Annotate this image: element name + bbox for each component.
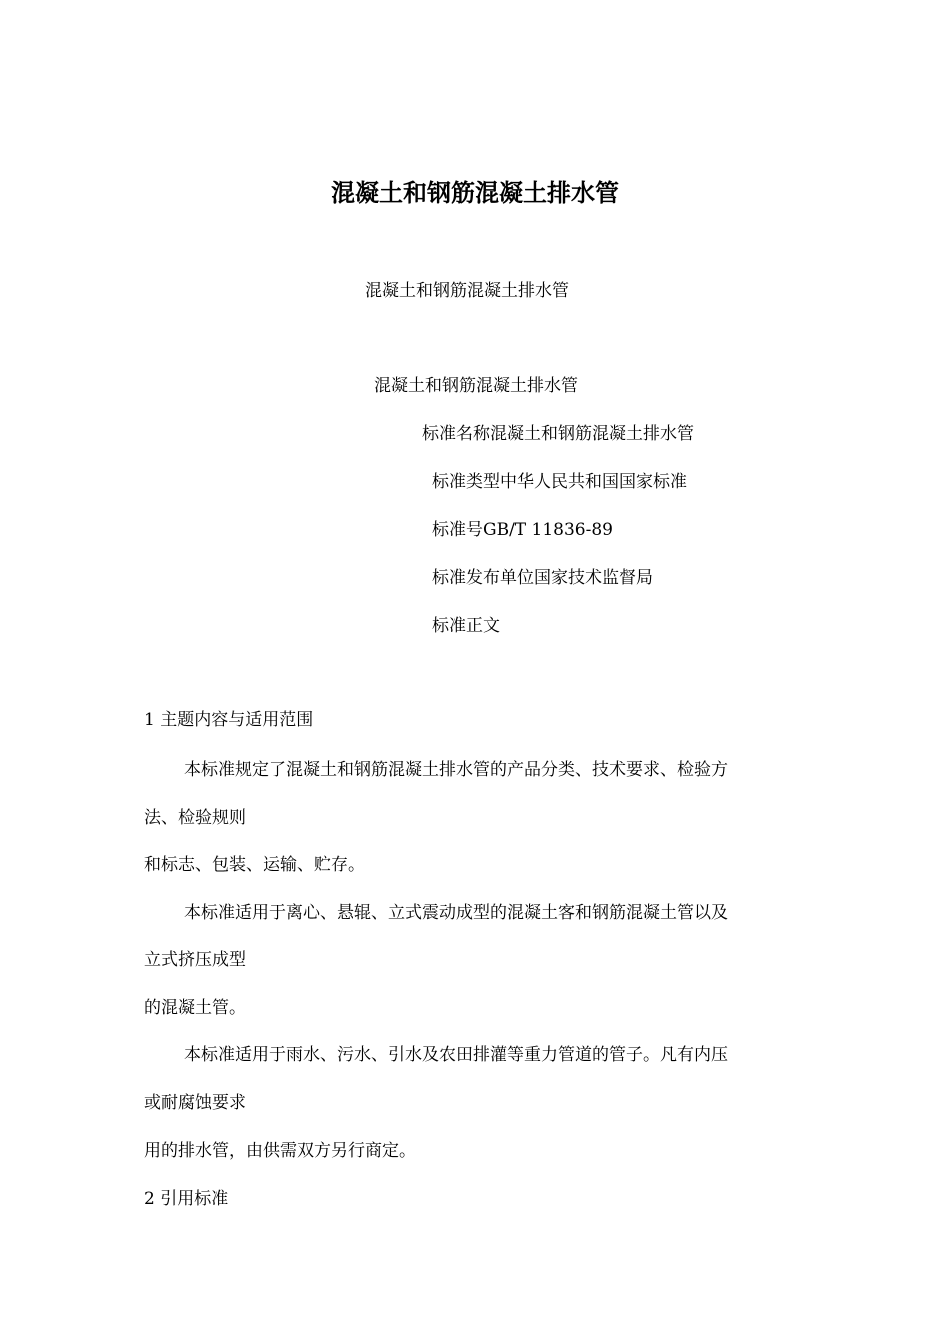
paragraph-3-line-3: 用的排水管，由供需双方另行商定。 [144,1141,416,1161]
meta-standard-name: 标准名称混凝土和钢筋混凝土排水管 [422,424,694,444]
meta-heading: 混凝土和钢筋混凝土排水管 [374,376,578,396]
paragraph-2-line-2: 立式挤压成型 [144,950,246,970]
document-subtitle: 混凝土和钢筋混凝土排水管 [365,281,569,301]
meta-standard-type: 标准类型中华人民共和国国家标准 [432,472,687,492]
paragraph-1-line-3: 和标志、包装、运输、贮存。 [144,855,365,875]
paragraph-1-line-2: 法、检验规则 [144,808,246,828]
paragraph-2-line-3: 的混凝土管。 [144,998,246,1018]
paragraph-3-line-2: 或耐腐蚀要求 [144,1093,246,1113]
section-1-heading: 1 主题内容与适用范围 [144,710,314,730]
meta-issuer: 标准发布单位国家技术监督局 [432,568,653,588]
paragraph-3-line-1: 本标准适用于雨水、污水、引水及农田排灌等重力管道的管子。凡有内压 [184,1045,728,1065]
meta-body-label: 标准正文 [432,616,500,636]
document-title: 混凝土和钢筋混凝土排水管 [331,179,619,207]
paragraph-2-line-1: 本标准适用于离心、悬辊、立式震动成型的混凝土客和钢筋混凝土管以及 [184,903,728,923]
meta-standard-number: 标准号GB/T 11836-89 [432,520,613,540]
section-2-heading: 2 引用标准 [144,1189,229,1209]
paragraph-1-line-1: 本标准规定了混凝土和钢筋混凝土排水管的产品分类、技术要求、检验方 [184,760,728,780]
